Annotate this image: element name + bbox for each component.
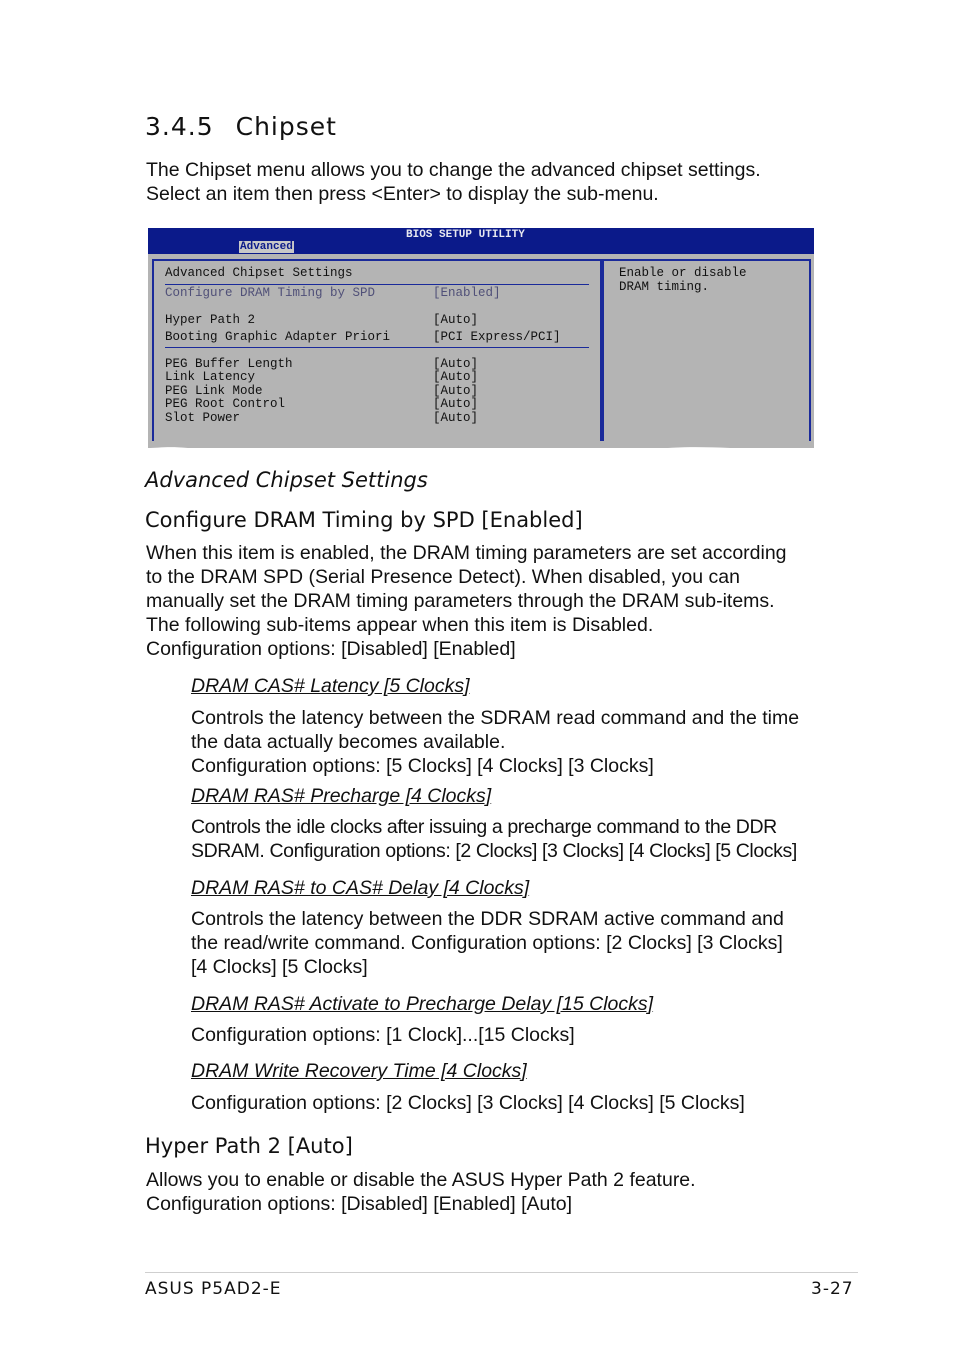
subitem-paragraph: [191, 907, 784, 979]
text-line: Allows you to enable or disable the ASUS Hyper Path 2 feature.: [146, 1169, 696, 1191]
hyper-path-paragraph: [146, 1168, 696, 1216]
bios-help-line: Enable or disable: [619, 266, 747, 280]
advanced-settings-title: Advanced Chipset Settings: [145, 468, 428, 492]
text-line: The following sub-items appear when this item is Disabled.: [146, 614, 654, 636]
text-line: Controls the latency between the DDR SDRAM active command and: [191, 908, 784, 930]
bios-separator: [165, 284, 589, 285]
bios-title-bar: [148, 228, 814, 254]
bios-item-label[interactable]: Booting Graphic Adapter Priori: [165, 330, 391, 344]
bios-item-label[interactable]: Hyper Path 2: [165, 313, 256, 327]
subitem-paragraph: [191, 815, 797, 863]
subitem-title: DRAM RAS# to CAS# Delay [4 Clocks]: [191, 877, 530, 899]
hyper-path-title: Hyper Path 2 [Auto]: [145, 1134, 353, 1158]
subitem-title: DRAM Write Recovery Time [4 Clocks]: [191, 1060, 527, 1082]
bios-item-value[interactable]: [Enabled]: [433, 286, 501, 300]
bios-tab-advanced[interactable]: Advanced: [240, 241, 293, 253]
text-line: the read/write command. Configuration options: [2 Clocks] [3 Clocks]: [191, 932, 783, 954]
text-line: Configuration options: [Disabled] [Enabled]: [146, 638, 516, 660]
bios-item-value[interactable]: [Auto]: [433, 370, 479, 384]
bios-item-label[interactable]: PEG Root Control: [165, 397, 286, 411]
text-line: Controls the idle clocks after issuing a precharge command to the DDR: [191, 816, 777, 838]
text-line: Configuration options: [5 Clocks] [4 Clocks] [3 Clocks]: [191, 755, 654, 777]
bios-settings-panel: [152, 259, 604, 441]
text-line: SDRAM. Configuration options: [2 Clocks] [3 Clocks] [4 Clocks] [5 Clocks]: [191, 840, 797, 862]
intro-line: The Chipset menu allows you to change the advanced chipset settings.: [146, 159, 761, 181]
text-line: Configuration options: [1 Clock]...[15 Clocks]: [191, 1024, 575, 1046]
subitem-title: DRAM RAS# Activate to Precharge Delay [15 Clocks]: [191, 993, 654, 1015]
subitem-title: DRAM RAS# Precharge [4 Clocks]: [191, 785, 492, 807]
bios-item-value[interactable]: [Auto]: [433, 411, 479, 425]
bios-item-label[interactable]: PEG Buffer Length: [165, 357, 293, 371]
intro-paragraph: [146, 158, 761, 206]
text-line: manually set the DRAM timing parameters through the DRAM sub-items.: [146, 590, 775, 612]
bios-section-title: Advanced Chipset Settings: [165, 266, 353, 280]
subitem-paragraph: [191, 1023, 575, 1047]
footer-product: ASUS P5AD2-E: [145, 1279, 282, 1299]
subitem-paragraph: [191, 706, 799, 778]
text-line: Controls the latency between the SDRAM read command and the time: [191, 707, 800, 729]
dram-timing-paragraph: [146, 541, 787, 661]
section-number: 3.4.5: [145, 112, 214, 141]
text-line: Configuration options: [2 Clocks] [3 Clocks] [4 Clocks] [5 Clocks]: [191, 1092, 745, 1114]
bios-item-value[interactable]: [PCI Express/PCI]: [433, 330, 561, 344]
text-line: [4 Clocks] [5 Clocks]: [191, 956, 368, 978]
bios-item-label[interactable]: Configure DRAM Timing by SPD: [165, 286, 376, 300]
footer-rule: [145, 1272, 858, 1273]
bios-screenshot: [148, 228, 814, 448]
bios-item-label[interactable]: Slot Power: [165, 411, 241, 425]
bios-item-value[interactable]: [Auto]: [433, 397, 479, 411]
bios-title: BIOS SETUP UTILITY: [406, 229, 525, 241]
bios-item-value[interactable]: [Auto]: [433, 313, 479, 327]
bios-help-line: DRAM timing.: [619, 280, 710, 294]
text-line: Configuration options: [Disabled] [Enabled] [Auto]: [146, 1193, 573, 1215]
bios-item-value[interactable]: [Auto]: [433, 384, 479, 398]
section-title: Chipset: [235, 112, 337, 141]
section-heading: [145, 112, 337, 141]
bios-item-label[interactable]: PEG Link Mode: [165, 384, 263, 398]
text-line: When this item is enabled, the DRAM timing parameters are set according: [146, 542, 787, 564]
dram-timing-title: Configure DRAM Timing by SPD [Enabled]: [145, 508, 583, 532]
bios-separator: [165, 347, 589, 348]
text-line: the data actually becomes available.: [191, 731, 506, 753]
subitem-title: DRAM CAS# Latency [5 Clocks]: [191, 675, 470, 697]
intro-line: Select an item then press <Enter> to display the sub-menu.: [146, 183, 659, 205]
bios-body: [148, 254, 814, 448]
text-line: to the DRAM SPD (Serial Presence Detect). When disabled, you can: [146, 566, 740, 588]
subitem-paragraph: [191, 1091, 745, 1115]
bios-help-panel: [600, 259, 811, 441]
bios-item-label[interactable]: Link Latency: [165, 370, 256, 384]
footer-page-number: 3-27: [811, 1279, 854, 1299]
bios-item-value[interactable]: [Auto]: [433, 357, 479, 371]
